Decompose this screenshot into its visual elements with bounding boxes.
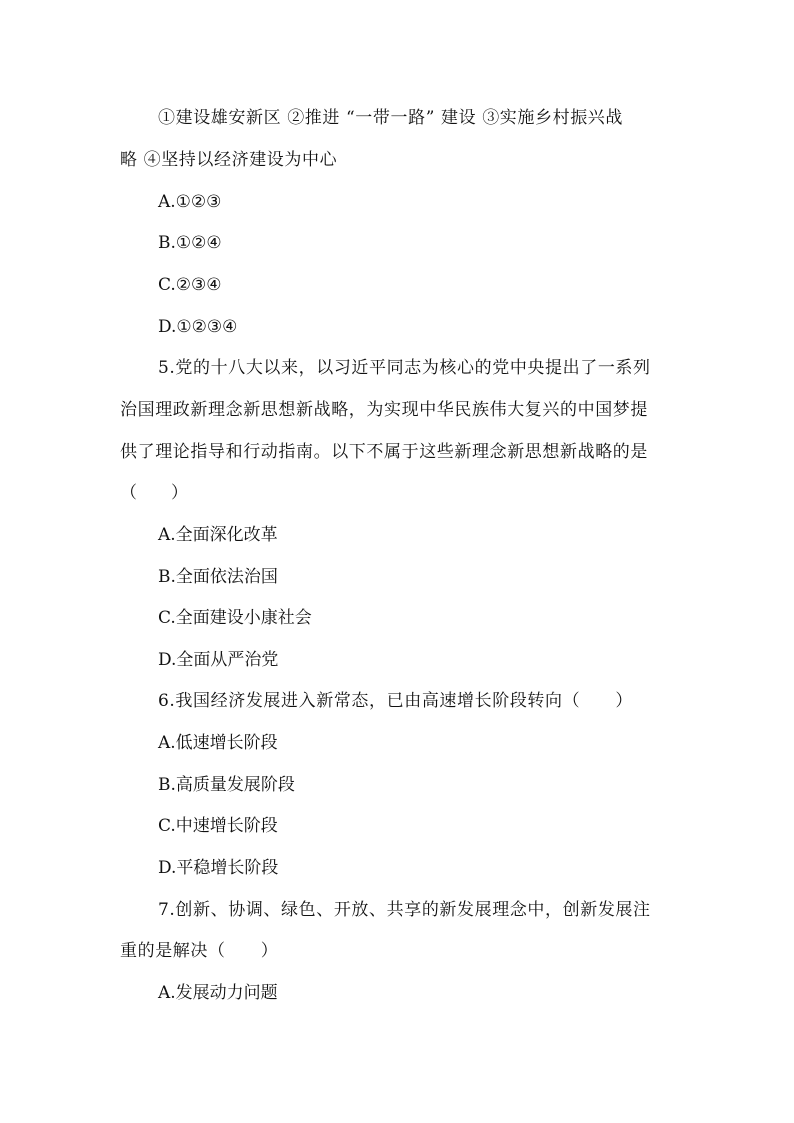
q4-option-c: C.②③④ [158,275,222,295]
q5-option-c: C.全面建设小康社会 [158,608,312,628]
q5-option-b: B.全面依法治国 [158,567,278,587]
q7-line-1: 7.创新、协调、绿色、开放、共享的新发展理念中，创新发展注 [158,900,651,920]
q7-option-a: A.发展动力问题 [158,983,278,1003]
q4-option-a: A.①②③ [158,192,222,212]
q5-option-a: A.全面深化改革 [158,525,278,545]
q5-line-1: 5.党的十八大以来，以习近平同志为核心的党中央提出了一系列 [158,358,651,378]
intro-line-1: ①建设雄安新区 ②推进 “一带一路” 建设 ③实施乡村振兴战 [158,108,623,128]
q4-option-d: D.①②③④ [158,317,238,337]
q6-option-a: A.低速增长阶段 [158,733,278,753]
q6-option-d: D.平稳增长阶段 [158,858,279,878]
q6-line-1: 6.我国经济发展进入新常态，已由高速增长阶段转向（ ） [158,691,634,711]
q6-option-c: C.中速增长阶段 [158,816,278,836]
q7-line-2: 重的是解决（ ） [120,941,279,961]
q5-option-d: D.全面从严治党 [158,650,279,670]
q5-answer-blank: （ ） [120,483,188,503]
q5-line-3: 供了理论指导和行动指南。以下不属于这些新理念新思想新战略的是 [120,442,648,462]
q5-line-2: 治国理政新理念新思想新战略，为实现中华民族伟大复兴的中国梦提 [120,400,648,420]
q4-option-b: B.①②④ [158,233,222,253]
q6-option-b: B.高质量发展阶段 [158,775,295,795]
intro-line-2: 略 ④坚持以经济建设为中心 [120,150,338,170]
